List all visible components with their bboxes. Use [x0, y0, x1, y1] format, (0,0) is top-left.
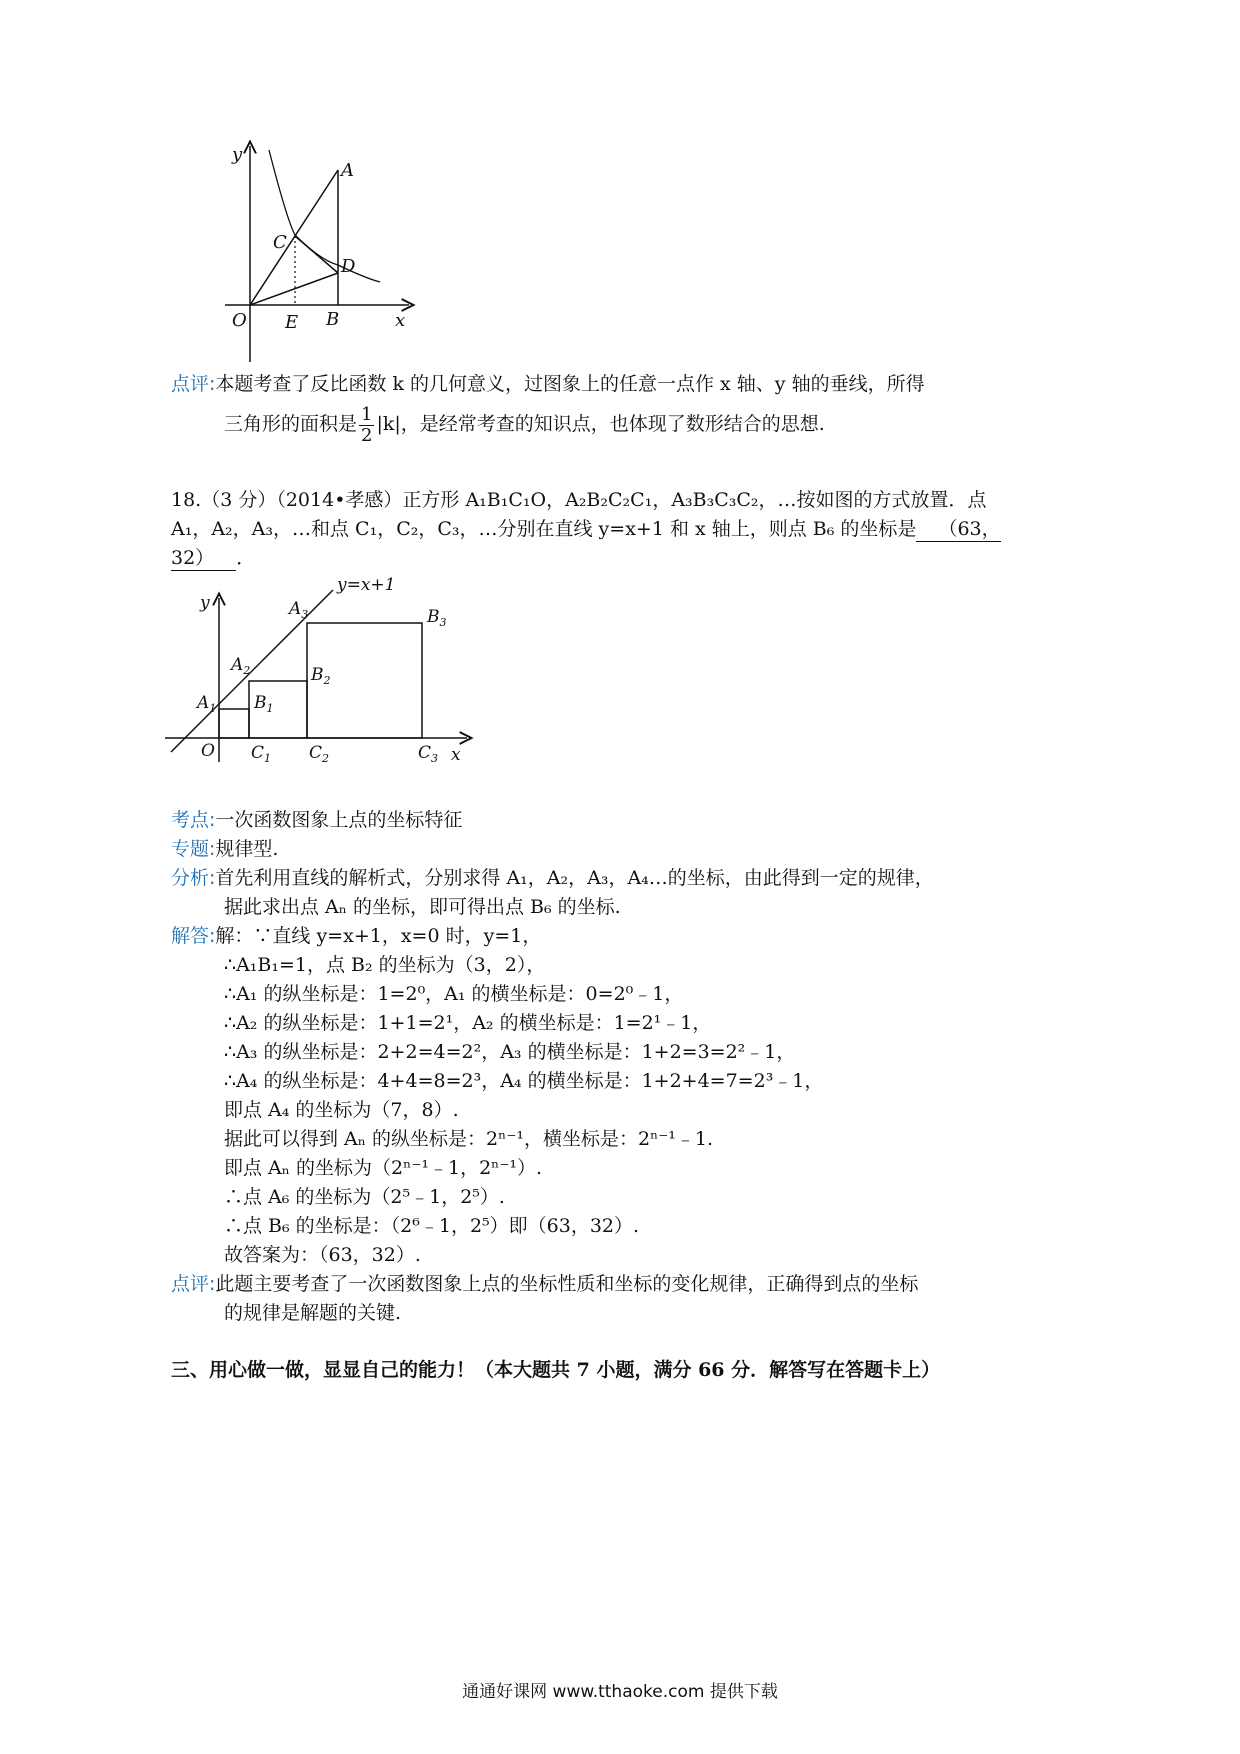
fraction-denominator: 2 — [361, 424, 373, 446]
solution-step-7: 即点 A₄ 的坐标为（7，8）. — [224, 1099, 459, 1121]
line-y-x-plus-1 — [171, 590, 333, 752]
comment1-text1: 本题考查了反比函数 k 的几何意义，过图象上的任意一点作 x 轴、y 轴的垂线，所得 — [215, 373, 925, 395]
label-c3: $C_3$ — [418, 743, 439, 765]
kaodian-text: 一次函数图象上点的坐标特征 — [215, 809, 463, 831]
q18-text2: A₁，A₂，A₃，…和点 C₁，C₂，C₃，…分别在直线 y=x+1 和 x 轴上，则点 B₆ 的坐标是 — [171, 518, 917, 540]
label-a: A — [341, 160, 354, 181]
fenxi-line1 — [171, 866, 934, 890]
label-o: O — [201, 741, 215, 761]
label-o: O — [232, 310, 247, 331]
q18-end: ． — [236, 547, 256, 569]
label-line: y=x+1 — [337, 575, 396, 595]
answer-blank-2: 32） — [171, 546, 236, 571]
label-x: x — [395, 310, 406, 331]
label-b1: $B_1$ — [254, 693, 274, 715]
comment1-text2a: 三角形的面积是 — [224, 413, 358, 435]
fraction-numerator: 1 — [361, 403, 373, 425]
comment1-line2 — [224, 402, 825, 446]
label-b2: $B_2$ — [311, 665, 331, 687]
solution-step-10: ∴点 A₆ 的坐标为（2⁵﹣1，2⁵）. — [224, 1186, 505, 1208]
label-c1: $C_1$ — [251, 743, 272, 765]
dianping-line1 — [171, 1272, 918, 1296]
kaodian-tag: 考点: — [171, 809, 216, 831]
solution-step-4: ∴A₂ 的纵坐标是：1+1=2¹，A₂ 的横坐标是：1=2¹﹣1， — [224, 1012, 712, 1034]
label-c2: $C_2$ — [309, 743, 330, 765]
dianping-tag: 点评: — [171, 1273, 216, 1295]
comment1-line1 — [171, 372, 925, 396]
jieda-line1 — [171, 924, 541, 948]
solution-step-2: ∴A₁B₁=1，点 B₂ 的坐标为（3，2）， — [224, 954, 546, 976]
section-three-heading: 三、用心做一做，显显自己的能力！（本大题共 7 小题，满分 66 分．解答写在答题卡上） — [171, 1359, 941, 1381]
zhuanti-tag: 专题: — [171, 838, 216, 860]
kaodian-line — [171, 808, 462, 832]
jieda-text1: 解：∵直线 y=x+1，x=0 时，y=1， — [215, 925, 542, 947]
fraction-half — [359, 405, 374, 446]
label-y: y — [200, 593, 210, 613]
label-x: x — [451, 745, 461, 765]
label-a1: $A_1$ — [197, 693, 217, 715]
solution-step-5: ∴A₃ 的纵坐标是：2+2=4=2²，A₃ 的横坐标是：1+2=3=2²﹣1， — [224, 1041, 796, 1063]
q18-line3 — [171, 546, 255, 571]
zhuanti-line — [171, 837, 278, 861]
solution-step-9: 即点 Aₙ 的坐标为（2ⁿ⁻¹﹣1，2ⁿ⁻¹）. — [224, 1157, 543, 1179]
solution-step-6: ∴A₄ 的纵坐标是：4+4=8=2³，A₄ 的横坐标是：1+2+4=7=2³﹣1， — [224, 1070, 824, 1092]
comment-tag: 点评: — [171, 373, 216, 395]
label-e: E — [285, 312, 299, 333]
label-d: D — [341, 256, 356, 277]
q18-line2 — [171, 517, 1001, 542]
comment1-text2b: |k|，是经常考查的知识点，也体现了数形结合的思想. — [376, 413, 825, 435]
square-1 — [219, 709, 249, 738]
line-oa — [250, 170, 338, 305]
figure-squares — [165, 570, 475, 775]
line-od — [250, 273, 338, 305]
solution-step-12: 故答案为：（63，32）. — [224, 1244, 421, 1266]
zhuanti-text: 规律型. — [215, 838, 279, 860]
label-a2: $A_2$ — [231, 655, 251, 677]
label-y: y — [232, 144, 243, 165]
jieda-tag: 解答: — [171, 925, 216, 947]
label-b: B — [326, 309, 340, 330]
dianping-line2: 的规律是解题的关键. — [224, 1302, 402, 1324]
figure-inverse-function — [225, 140, 425, 365]
fenxi-text1: 首先利用直线的解析式，分别求得 A₁，A₂，A₃，A₄…的坐标，由此得到一定的规律， — [215, 867, 934, 889]
page-footer: 通通好课网 www.tthaoke.com 提供下载 — [462, 1682, 778, 1702]
line-cd — [295, 236, 338, 273]
label-a3: $A_3$ — [289, 599, 309, 621]
q18-line1: 18.（3 分）（2014•孝感）正方形 A₁B₁C₁O，A₂B₂C₂C₁，A₃B₃C₃C₂，…按如图的方式放置．点 — [171, 489, 987, 511]
solution-step-11: ∴点 B₆ 的坐标是：（2⁶﹣1，2⁵）即（63，32）. — [224, 1215, 640, 1237]
fenxi-line2: 据此求出点 Aₙ 的坐标，即可得出点 B₆ 的坐标. — [224, 896, 621, 918]
solution-step-3: ∴A₁ 的纵坐标是：1=2⁰，A₁ 的横坐标是：0=2⁰﹣1， — [224, 983, 684, 1005]
dianping-text1: 此题主要考查了一次函数图象上点的坐标性质和坐标的变化规律，正确得到点的坐标 — [215, 1273, 919, 1295]
label-b3: $B_3$ — [427, 607, 447, 629]
answer-blank-1: （63， — [916, 517, 1000, 542]
label-c: C — [273, 232, 287, 253]
fenxi-tag: 分析: — [171, 867, 216, 889]
solution-step-8: 据此可以得到 Aₙ 的纵坐标是：2ⁿ⁻¹，横坐标是：2ⁿ⁻¹﹣1. — [224, 1128, 714, 1150]
